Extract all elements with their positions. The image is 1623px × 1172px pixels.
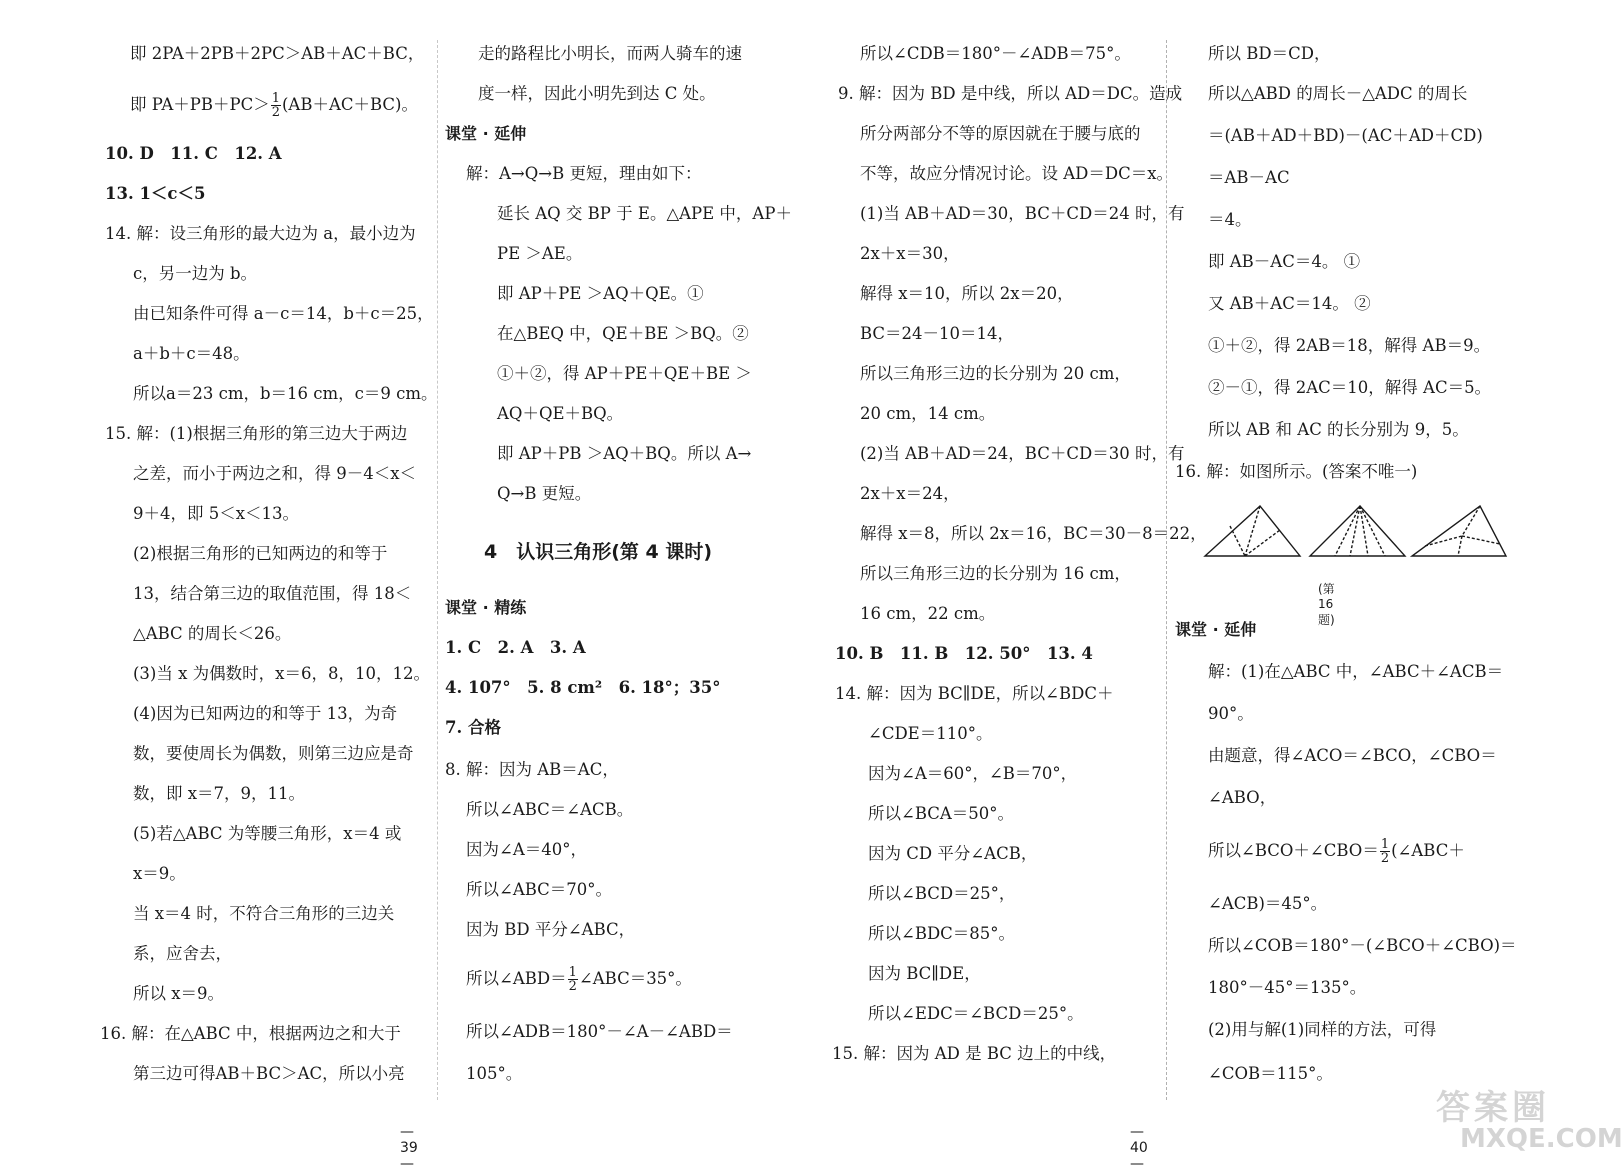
- page-number-39: — 39 —: [400, 1124, 418, 1172]
- text-line: 所以∠CDB＝180°－∠ADB＝75°。: [860, 44, 1131, 63]
- text-line: ①＋②，得 2AB＝18，解得 AB＝9。: [1208, 336, 1491, 355]
- text-line: 不等，故应分情况讨论。设 AD＝DC＝x。: [860, 164, 1174, 183]
- text-line: ②－①，得 2AC＝10，解得 AC＝5。: [1208, 378, 1492, 397]
- section-heading-practice: 课堂 · 精练: [445, 598, 527, 617]
- question-line: 14. 解：设三角形的最大边为 a，最小边为: [105, 224, 416, 243]
- question-line: 8. 解：因为 AB＝AC，: [445, 760, 619, 779]
- text-line: 由已知条件可得 a－c＝14，b＋c＝25，: [133, 304, 434, 323]
- text-line: 因为 BD 平分∠ABC，: [466, 920, 636, 939]
- answer-line: 10. B 11. B 12. 50° 13. 4: [835, 644, 1093, 663]
- question-line: 14. 解：因为 BC∥DE，所以∠BDC＋: [835, 684, 1114, 703]
- text-line: 由题意，得∠ACO＝∠BCO，∠CBO＝: [1208, 746, 1497, 765]
- text-line: 所以 BD＝CD，: [1208, 44, 1331, 63]
- text-line: ＝4。: [1208, 210, 1252, 229]
- watermark-text: 答案圈: [1436, 1088, 1550, 1128]
- text-line: 所以∠COB＝180°－(∠BCO＋∠CBO)＝: [1208, 936, 1517, 955]
- text-line: PE ＞AE。: [497, 244, 583, 263]
- text-line: 当 x＝4 时，不符合三角形的三边关: [133, 904, 395, 923]
- text-line: 所以∠BCD＝25°，: [868, 884, 1016, 903]
- text-line: 20 cm，14 cm。: [860, 404, 996, 423]
- equation-line: [466, 966, 692, 993]
- triangle-figure-3: [1412, 506, 1506, 556]
- text-line: 所以∠BDC＝85°。: [868, 924, 1016, 943]
- answer-line: 10. D 11. C 12. A: [105, 144, 282, 163]
- text-line: 即 AB－AC＝4。 ①: [1208, 252, 1361, 271]
- answer-line: 4. 107° 5. 8 cm² 6. 18°；35°: [445, 678, 721, 697]
- text-line: 所以∠ABC＝∠ACB。: [466, 800, 634, 819]
- text-line: 2x＋x＝30，: [860, 244, 960, 263]
- triangle-figure-1: [1205, 506, 1300, 556]
- text-line: 所以三角形三边的长分别为 16 cm，: [860, 564, 1131, 583]
- answer-line: 13. 1＜c＜5: [105, 184, 206, 203]
- text-line: (2)当 AB＋AD＝24，BC＋CD＝30 时，有: [860, 444, 1185, 463]
- text-line: (1)当 AB＋AD＝30，BC＋CD＝24 时，有: [860, 204, 1185, 223]
- text-line: 第三边可得AB＋BC＞AC，所以小亮: [133, 1064, 405, 1083]
- text-line: ＝AB－AC: [1208, 168, 1290, 187]
- text-line: 解得 x＝10，所以 2x＝20，: [860, 284, 1074, 303]
- text-line: ∠CDE＝110°。: [868, 724, 993, 743]
- triangle-figure-2: [1310, 506, 1405, 556]
- text-line: (2)用与解(1)同样的方法，可得: [1208, 1020, 1437, 1039]
- question-line: 9. 解：因为 BD 是中线，所以 AD＝DC。造成: [838, 84, 1183, 103]
- fraction: $\frac{1}{2}$: [1380, 837, 1390, 866]
- equation-text: (AB＋AC＋BC)。: [281, 95, 418, 114]
- text-line: 解得 x＝8，所以 2x＝16，BC＝30－8＝22，: [860, 524, 1207, 543]
- text-line: 因为 BC∥DE，: [868, 964, 981, 983]
- text-line: 在△BEQ 中，QE＋BE ＞BQ。②: [497, 324, 749, 343]
- text-line: ∠ABO，: [1208, 788, 1277, 807]
- fraction: $\frac{1}{2}$: [271, 91, 280, 120]
- text-line: 所分两部分不等的原因就在于腰与底的: [860, 124, 1141, 143]
- equation-text: 即 PA＋PB＋PC＞: [130, 95, 270, 114]
- text-line: 解：(1)在△ABC 中，∠ABC＋∠ACB＝: [1208, 662, 1504, 681]
- text-line: 因为 CD 平分∠ACB，: [868, 844, 1038, 863]
- text-line: 13，结合第三边的取值范围，得 18＜: [133, 584, 412, 603]
- text-line: 所以∠EDC＝∠BCD＝25°。: [868, 1004, 1084, 1023]
- text-line: 9＋4，即 5＜x＜13。: [133, 504, 300, 523]
- text-line: (3)当 x 为偶数时，x＝6，8，10，12。: [133, 664, 430, 683]
- text-line: 又 AB＋AC＝14。 ②: [1208, 294, 1371, 313]
- equation-text: 所以∠ABD＝: [466, 969, 567, 988]
- text-line: 所以 x＝9。: [133, 984, 225, 1003]
- text-line: 数，即 x＝7，9，11。: [133, 784, 306, 803]
- text-line: 即 AP＋PE ＞AQ＋QE。①: [497, 284, 704, 303]
- text-line: ＝(AB＋AD＋BD)－(AC＋AD＋CD): [1208, 126, 1483, 145]
- figure-caption: (第 16 题): [1318, 582, 1335, 627]
- text-line: 105°。: [466, 1064, 523, 1083]
- equation-text: 所以∠BCO＋∠CBO＝: [1208, 841, 1379, 860]
- text-line: 所以 AB 和 AC 的长分别为 9，5。: [1208, 420, 1469, 439]
- text-line: 系，应舍去，: [133, 944, 232, 963]
- text-line: c，另一边为 b。: [133, 264, 258, 283]
- text-line: 所以∠BCA＝50°。: [868, 804, 1015, 823]
- text-line: BC＝24－10＝14，: [860, 324, 1015, 343]
- equation-line: [130, 92, 418, 119]
- text-line: x＝9。: [133, 864, 186, 883]
- page-number-40: — 40 —: [1130, 1124, 1148, 1172]
- equation-line: [1208, 838, 1465, 865]
- text-line: 即 AP＋PB ＞AQ＋BQ。所以 A→: [497, 444, 752, 463]
- answer-line: 1. C 2. A 3. A: [445, 638, 586, 657]
- text-line: Q→B 更短。: [497, 484, 592, 503]
- equation-text: (∠ABC＋: [1391, 841, 1465, 860]
- question-line: 16. 解：如图所示。(答案不唯一): [1175, 462, 1418, 481]
- text-line: 延长 AQ 交 BP 于 E。△APE 中，AP＋: [497, 204, 792, 223]
- triangle-figures: [1200, 502, 1510, 562]
- text-line: 90°。: [1208, 704, 1254, 723]
- section-heading-extension: 课堂 · 延伸: [445, 124, 527, 143]
- text-line: 所以三角形三边的长分别为 20 cm，: [860, 364, 1131, 383]
- text-line: ∠ACB)＝45°。: [1208, 894, 1328, 913]
- text-line: 16 cm，22 cm。: [860, 604, 996, 623]
- text-line: AQ＋QE＋BQ。: [497, 404, 624, 423]
- text-line: (4)因为已知两边的和等于 13，为奇: [133, 704, 398, 723]
- text-line: 所以△ABD 的周长－△ADC 的周长: [1208, 84, 1468, 103]
- question-line: 15. 解：因为 AD 是 BC 边上的中线，: [832, 1044, 1117, 1063]
- question-line: 16. 解：在△ABC 中，根据两边之和大于: [100, 1024, 401, 1043]
- text-line: (5)若△ABC 为等腰三角形，x＝4 或: [133, 824, 402, 843]
- watermark-url: MXQE.COM: [1460, 1124, 1623, 1154]
- text-line: 所以a＝23 cm，b＝16 cm，c＝9 cm。: [133, 384, 438, 403]
- text-line: 走的路程比小明长，而两人骑车的速: [478, 44, 742, 63]
- question-line: 15. 解：(1)根据三角形的第三边大于两边: [105, 424, 408, 443]
- text-line: 数，要使周长为偶数，则第三边应是奇: [133, 744, 414, 763]
- text-line: a＋b＋c＝48。: [133, 344, 250, 363]
- text-line: 度一样，因此小明先到达 C 处。: [478, 84, 716, 103]
- page-divider-right: [1166, 40, 1167, 1100]
- text-line: ①＋②，得 AP＋PE＋QE＋BE ＞: [497, 364, 752, 383]
- page-divider-left: [437, 40, 438, 1100]
- text-line: 所以∠ABC＝70°。: [466, 880, 613, 899]
- answer-line: 7. 合格: [445, 718, 501, 737]
- text-line: 因为∠A＝40°，: [466, 840, 587, 859]
- text-line: 之差，而小于两边之和，得 9－4＜x＜: [133, 464, 417, 483]
- text-line: 解：A→Q→B 更短，理由如下：: [466, 164, 702, 183]
- lesson-title: 4 认识三角形(第 4 课时): [484, 541, 713, 563]
- fraction: $\frac{1}{2}$: [568, 965, 577, 994]
- text-line: (2)根据三角形的已知两边的和等于: [133, 544, 388, 563]
- section-heading-extension: 课堂 · 延伸: [1175, 620, 1257, 639]
- text-line: 因为∠A＝60°，∠B＝70°，: [868, 764, 1078, 783]
- equation-text: ∠ABC＝35°。: [578, 969, 692, 988]
- text-line: 即 2PA＋2PB＋2PC＞AB＋AC＋BC，: [130, 44, 425, 63]
- text-line: 2x＋x＝24，: [860, 484, 960, 503]
- watermark-logo: [1400, 1080, 1623, 1166]
- text-line: △ABC 的周长＜26。: [133, 624, 292, 643]
- text-line: 所以∠ADB＝180°－∠A－∠ABD＝: [466, 1022, 733, 1041]
- text-line: 180°－45°＝135°。: [1208, 978, 1367, 997]
- text-line: ∠COB＝115°。: [1208, 1064, 1333, 1083]
